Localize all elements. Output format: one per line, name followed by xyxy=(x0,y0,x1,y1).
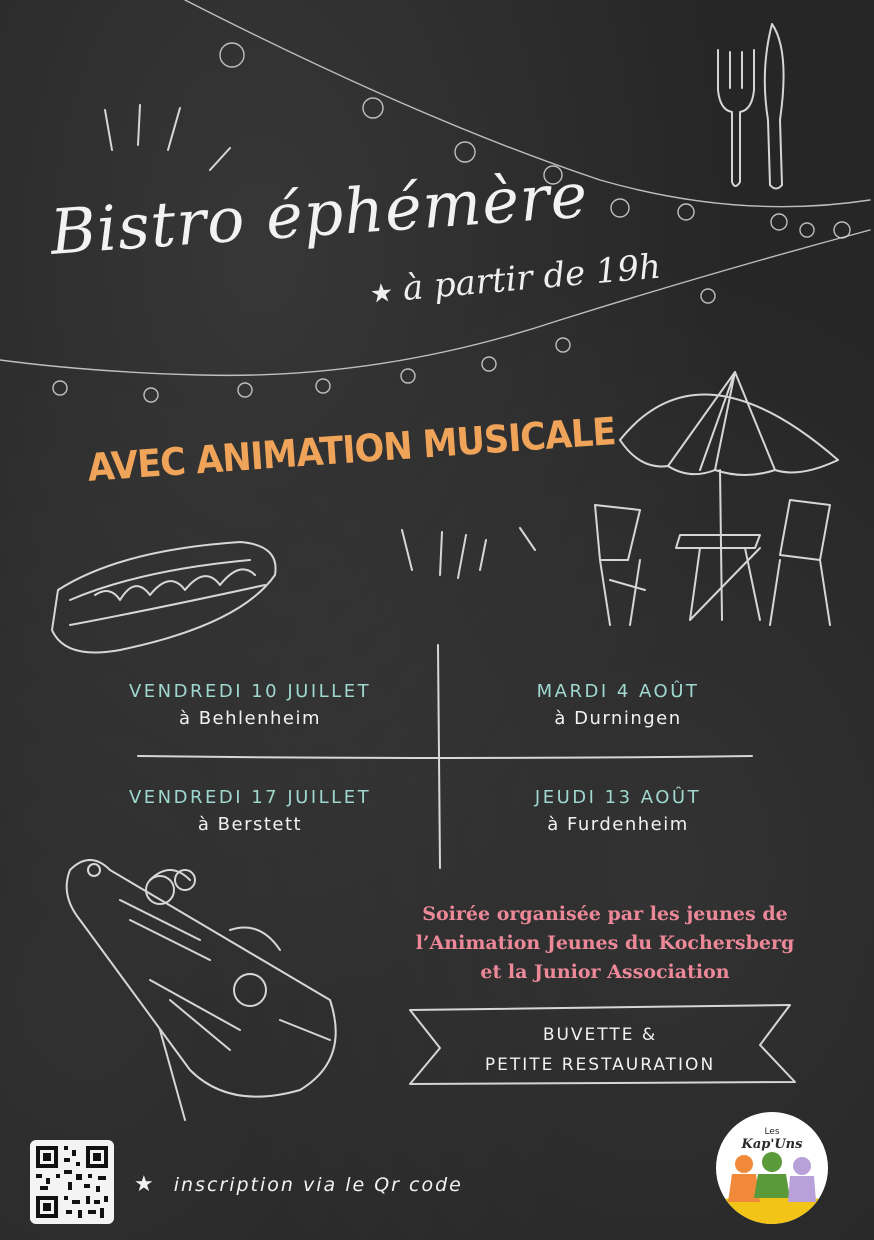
parasol-table-icon xyxy=(595,372,838,625)
logo-graphic xyxy=(716,1112,828,1224)
inscription-text xyxy=(134,1172,463,1197)
date-day: VENDREDI 17 JUILLET xyxy=(128,787,372,808)
star-icon: ★ xyxy=(368,277,395,310)
music-headline: AVEC ANIMATION MUSICALE xyxy=(86,409,617,490)
logo-text-name: Kap'Uns xyxy=(741,1137,803,1152)
organisation-line: l’Animation Jeunes du Kochersberg xyxy=(415,932,795,954)
banner-text xyxy=(430,1020,770,1080)
page-title: Bistro éphémère xyxy=(48,158,591,269)
organisation-line: et la Junior Association xyxy=(480,961,730,983)
start-time-text: à partir de 19h xyxy=(401,246,663,309)
star-icon: ★ xyxy=(134,1172,156,1197)
date-block xyxy=(100,680,400,734)
sandwich-icon xyxy=(52,528,535,653)
qr-code-pattern xyxy=(30,1140,114,1224)
organisation-line: Soirée organisée par les jeunes de xyxy=(422,903,788,925)
date-block xyxy=(468,786,768,840)
logo-icon xyxy=(716,1112,828,1224)
logo-text-les: Les xyxy=(764,1127,780,1137)
fork-knife-icon xyxy=(718,24,784,189)
date-block xyxy=(100,786,400,840)
date-day: JEUDI 13 AOÛT xyxy=(534,787,702,808)
date-day: VENDREDI 10 JUILLET xyxy=(128,681,372,702)
charcuterie-board-icon xyxy=(67,860,336,1120)
date-day: MARDI 4 AOÛT xyxy=(536,681,700,702)
date-place: à Behlenheim xyxy=(178,708,322,729)
qr-code-icon[interactable] xyxy=(30,1140,114,1224)
banner-line: BUVETTE & xyxy=(542,1025,658,1045)
inscription-label: inscription via le Qr code xyxy=(173,1174,463,1196)
date-place: à Durningen xyxy=(554,708,682,729)
organisation-text xyxy=(370,900,840,987)
date-place: à Berstett xyxy=(197,814,303,835)
date-block xyxy=(468,680,768,734)
date-place: à Furdenheim xyxy=(547,814,689,835)
banner-line: PETITE RESTAURATION xyxy=(484,1055,716,1075)
